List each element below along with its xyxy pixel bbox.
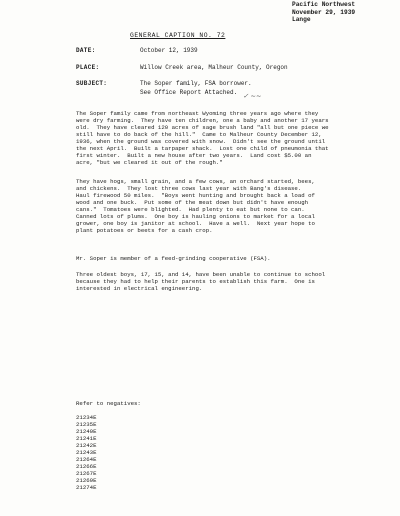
negative-number: 21241E xyxy=(76,435,97,443)
negative-number: 21235E xyxy=(76,421,97,429)
paragraph-children: Three oldest boys, 17, 15, and 14, have been unable to continue to school because they had to help their parents to establish this farm. One is interested in electrical engineering. xyxy=(76,271,326,293)
subject-label: SUBJECT: xyxy=(76,80,108,87)
region-line: Pacific Northwest xyxy=(292,1,356,8)
negative-number: 21269E xyxy=(76,477,97,485)
negative-number: 21243E xyxy=(76,449,97,457)
subject-line-1: The Soper family, FSA borrower. xyxy=(140,80,252,87)
date-line: November 29, 1939 xyxy=(292,8,356,16)
top-right-header xyxy=(292,1,355,24)
negative-number: 21234E xyxy=(76,414,97,421)
handwritten-annotation: ✓ ~~ xyxy=(243,92,262,100)
paragraph-farm: They have hogs, small grain, and a few cows, an orchard started, bees, and chickens. They lost three cows last year with Bang's disease. Haul firewood 50 miles. "Boys went hunting and brought back a load of wood and one buck. Put some of the meat down but didn't have enough cans." Tomatoes were blighted. Had plenty to eat but none to can. Canned lots of plums. One boy is hauling onions to market for a local grower, one boy is janitor at school. Have a well. Next year hope to plant potatoes or beets for a cash crop. xyxy=(76,178,315,235)
negative-number: 21240E xyxy=(76,428,97,436)
place-value: Willow Creek area, Malheur County, Oregon xyxy=(140,64,288,71)
negative-number: 21242E xyxy=(76,442,97,450)
paragraph-origin: The Soper family came from northeast Wyoming three years ago where they were dry farming. They have ten children, one a baby and another 17 years old. They have cleared 120 acres of sage brush land "all but one piece we still have to do back of the hill." Came to Malheur County December 12, 1936, when the ground was covered with snow. Didn't see the ground until the next April. Built a tarpaper shack. Lost one child of pneumonia that first winter. Built a new house after two years. Land cost $5.00 an acre, "but we cleared it out of the rough." xyxy=(76,110,329,167)
place-label: PLACE: xyxy=(76,64,100,71)
negatives-label: Refer to negatives: xyxy=(76,400,141,407)
negative-number: 21267E xyxy=(76,470,97,478)
paragraph-cooperative: Mr. Soper is member of a feed-grinding cooperative (FSA). xyxy=(76,255,271,262)
negative-number: 21264E xyxy=(76,456,97,464)
photographer-line: Lange xyxy=(292,16,311,23)
document-title: GENERAL CAPTION NO. 72 xyxy=(130,32,226,39)
negatives-list xyxy=(76,414,96,492)
date-label: DATE: xyxy=(76,47,96,54)
negative-number: 21274E xyxy=(76,484,97,492)
negative-number: 21266E xyxy=(76,463,97,471)
date-value: October 12, 1939 xyxy=(140,47,198,54)
subject-line-2: See Office Report Attached. xyxy=(140,89,238,96)
